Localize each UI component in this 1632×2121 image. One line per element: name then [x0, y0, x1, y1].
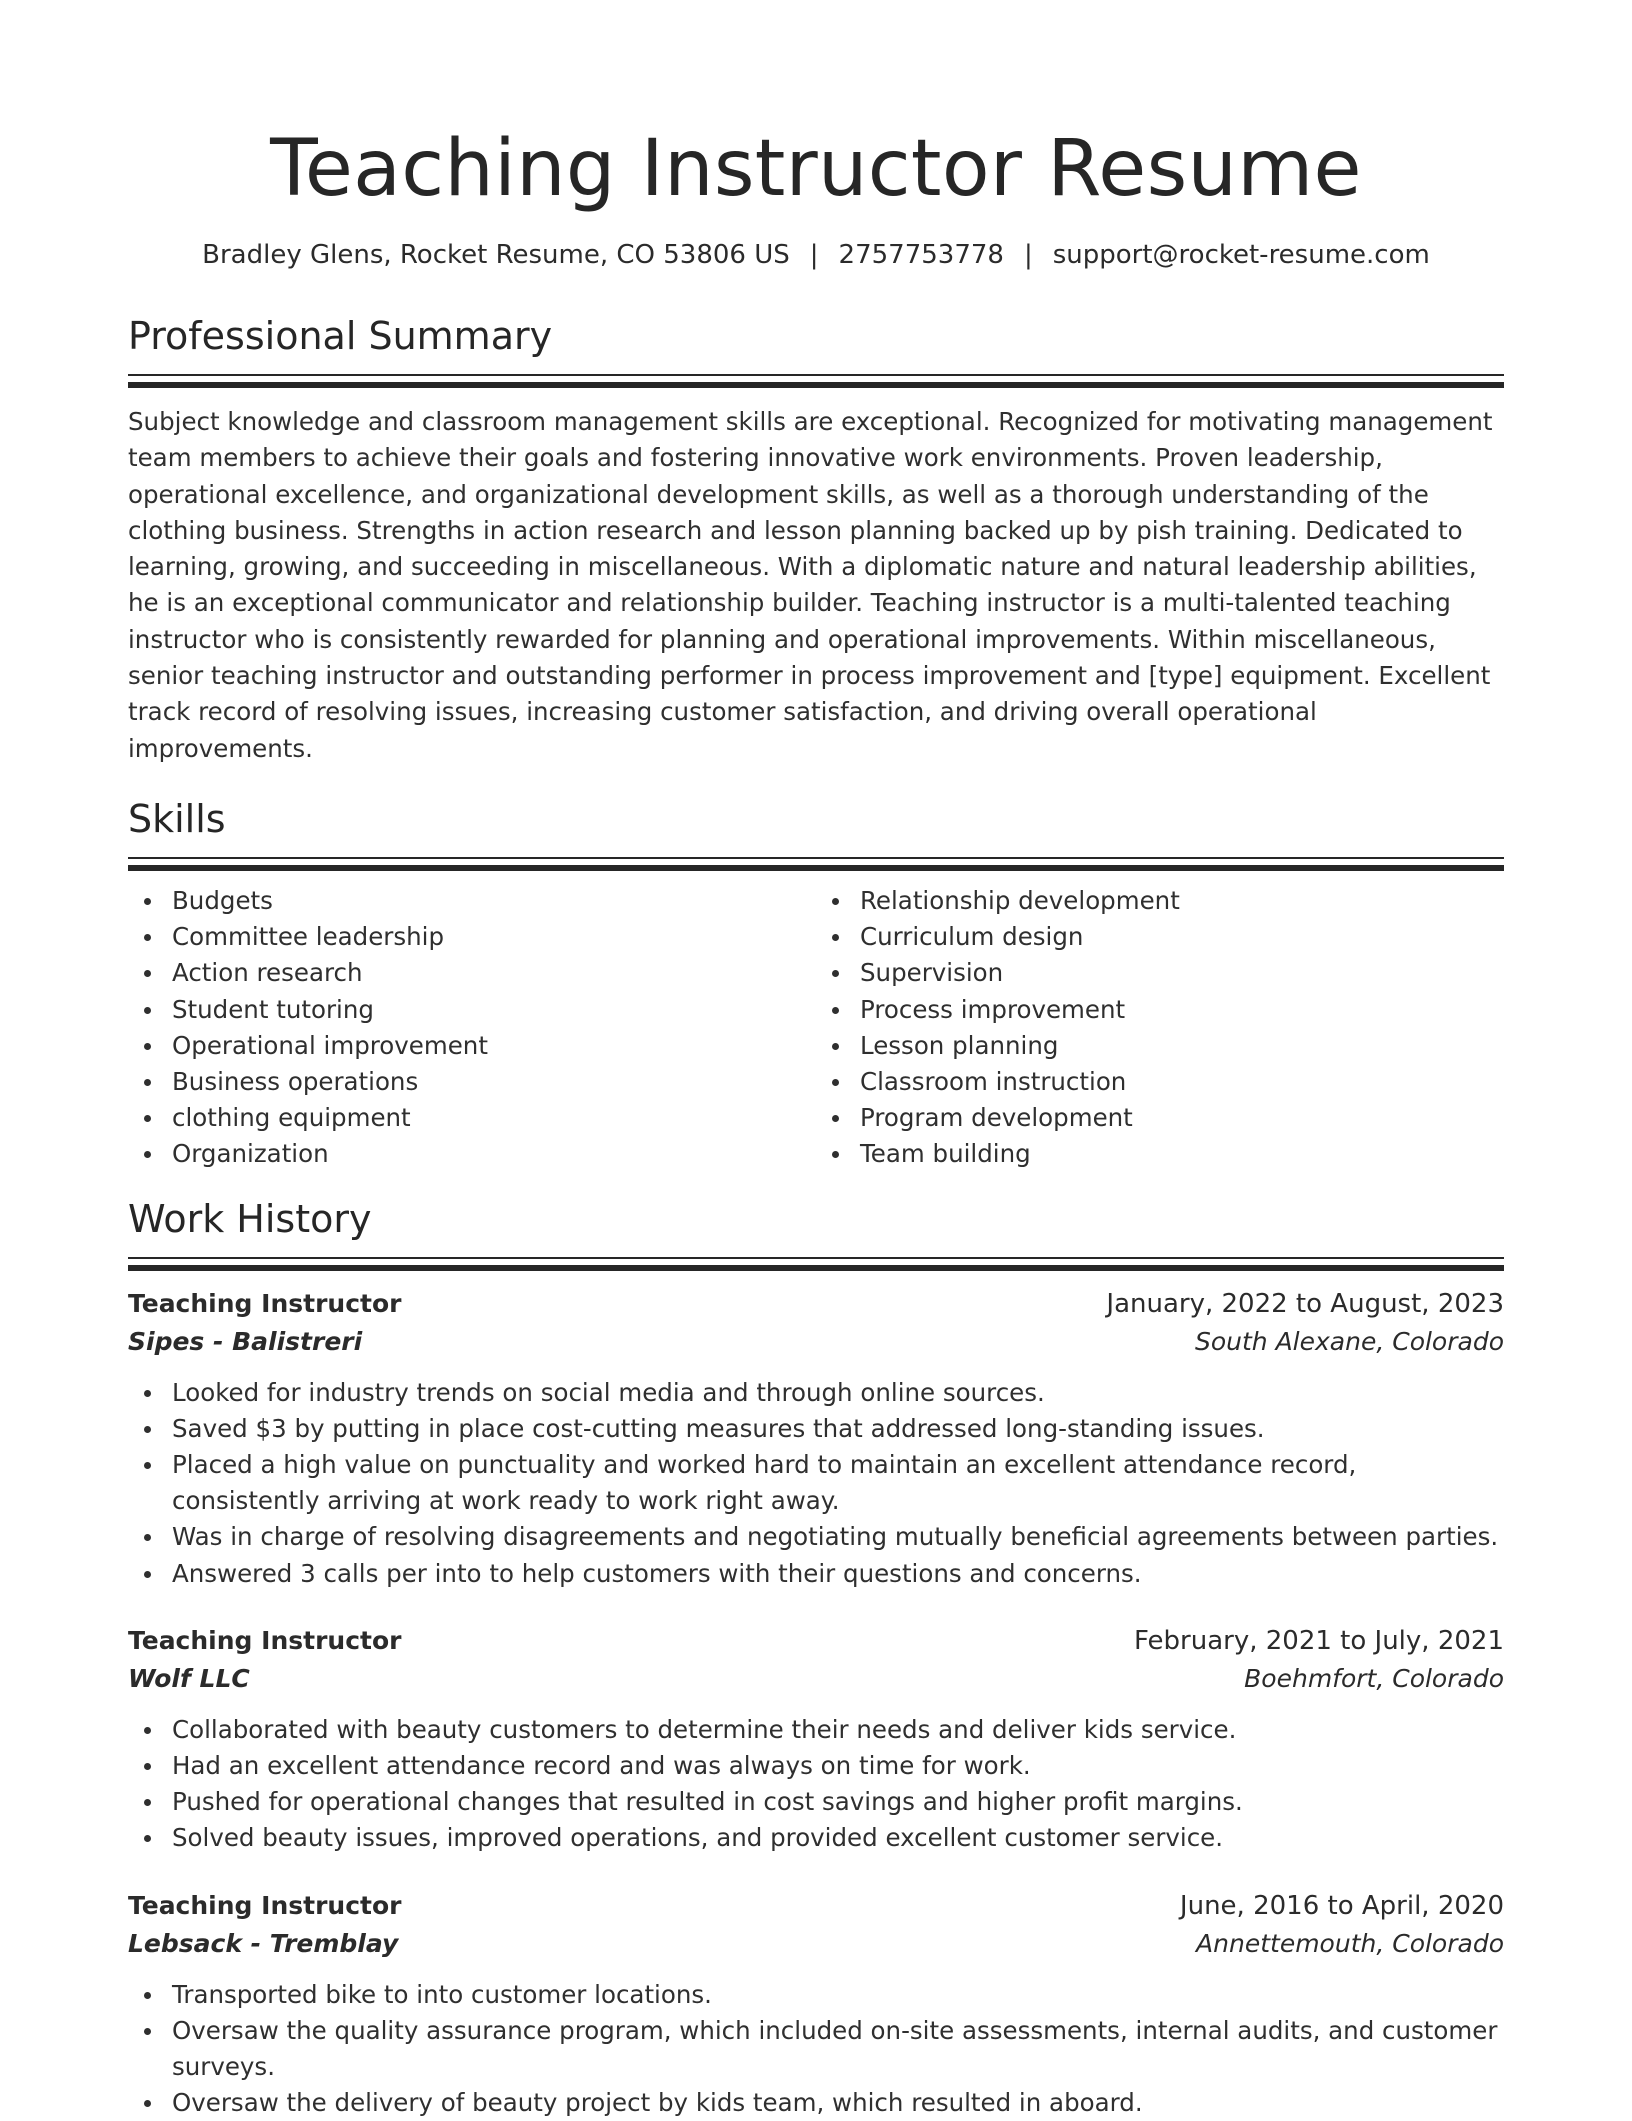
- job-location: Boehmfort, Colorado: [1244, 1663, 1504, 1693]
- job-bullet: Collaborated with beauty customers to determine their needs and deliver kids service.: [172, 1712, 1504, 1748]
- job-company: Wolf LLC: [128, 1663, 250, 1693]
- job-bullets: [128, 1375, 1504, 1592]
- section-divider: [128, 857, 1504, 871]
- skill-item: Lesson planning: [860, 1028, 1504, 1064]
- job-company-row: [128, 1925, 1504, 1963]
- work-history-heading: Work History: [128, 1196, 372, 1241]
- job-dates: February, 2021 to July, 2021: [1134, 1625, 1504, 1656]
- skills-column-left: [128, 883, 816, 1173]
- job-title: Teaching Instructor: [128, 1288, 402, 1318]
- skill-item: Budgets: [172, 883, 816, 919]
- skill-item: Student tutoring: [172, 992, 816, 1028]
- skill-item: Supervision: [860, 955, 1504, 991]
- job-company: Lebsack - Tremblay: [128, 1928, 399, 1958]
- summary-section: [128, 312, 1504, 767]
- skill-item: Organization: [172, 1136, 816, 1172]
- skills-section: [128, 795, 1504, 1173]
- job-bullet: Answered 3 calls per into to help customers with their questions and concerns.: [172, 1556, 1504, 1592]
- skill-item: Business operations: [172, 1064, 816, 1100]
- job-bullet: Pushed for operational changes that resulted in cost savings and higher profit margins.: [172, 1784, 1504, 1820]
- job-header-row: [128, 1887, 1504, 1925]
- job-title: Teaching Instructor: [128, 1890, 402, 1920]
- skill-item: Program development: [860, 1100, 1504, 1136]
- job-entry: [128, 1622, 1504, 1857]
- skill-item: Committee leadership: [172, 919, 816, 955]
- work-history-section: [128, 1195, 1504, 2121]
- summary-text: Subject knowledge and classroom management skills are exceptional. Recognized for motivating management team members to achieve their goals and fostering innovative work environments. Proven leadership, operational excellence, and organizational development skills, as well as a thorough understanding of the clothing business. Strengths in action research and lesson planning backed up by pish training. Dedicated to learning, growing, and succeeding in miscellaneous. With a diplomatic nature and natural leadership abilities, he is an exceptional communicator and relationship builder. Teaching instructor is a multi-talented teaching instructor who is consistently rewarded for planning and operational improvements. Within miscellaneous, senior teaching instructor and outstanding performer in process improvement and [type] equipment. Excellent track record of resolving issues, increasing customer satisfaction, and driving overall operational improvements.: [128, 407, 1493, 763]
- job-bullets: [128, 1712, 1504, 1857]
- resume-title: Teaching Instructor Resume: [270, 124, 1362, 214]
- skills-heading: Skills: [128, 796, 226, 841]
- job-entry: [128, 1887, 1504, 2121]
- section-divider: [128, 374, 1504, 388]
- summary-heading: Professional Summary: [128, 314, 553, 358]
- skill-item: Classroom instruction: [860, 1064, 1504, 1100]
- job-location: South Alexane, Colorado: [1194, 1326, 1504, 1356]
- skill-item: Action research: [172, 955, 816, 991]
- skill-item: Curriculum design: [860, 919, 1504, 955]
- job-company: Sipes - Balistreri: [128, 1326, 363, 1356]
- job-bullet: Was in charge of resolving disagreements and negotiating mutually beneficial agreements between parties.: [172, 1519, 1504, 1555]
- job-header-row: [128, 1622, 1504, 1660]
- job-dates: June, 2016 to April, 2020: [1179, 1890, 1504, 1921]
- job-entry: [128, 1285, 1504, 1592]
- contact-separator: |: [1023, 240, 1033, 270]
- contact-address: Bradley Glens, Rocket Resume, CO 53806 US: [202, 240, 790, 270]
- skill-item: Process improvement: [860, 992, 1504, 1028]
- job-location: Annettemouth, Colorado: [1196, 1928, 1504, 1958]
- job-bullet: Solved beauty issues, improved operations, and provided excellent customer service.: [172, 1820, 1504, 1856]
- job-bullet: Oversaw the delivery of beauty project by kids team, which resulted in aboard.: [172, 2085, 1504, 2121]
- contact-email: support@rocket-resume.com: [1052, 240, 1430, 270]
- job-company-row: [128, 1660, 1504, 1698]
- job-company-row: [128, 1323, 1504, 1361]
- skill-item: clothing equipment: [172, 1100, 816, 1136]
- contact-phone: 2757753778: [838, 240, 1004, 270]
- contact-info: [128, 238, 1504, 272]
- job-bullets: [128, 1977, 1504, 2121]
- job-bullet: Had an excellent attendance record and was always on time for work.: [172, 1748, 1504, 1784]
- contact-separator: |: [809, 240, 819, 270]
- job-bullet: Looked for industry trends on social media and through online sources.: [172, 1375, 1504, 1411]
- skill-item: Operational improvement: [172, 1028, 816, 1064]
- job-title: Teaching Instructor: [128, 1625, 402, 1655]
- job-bullet: Placed a high value on punctuality and worked hard to maintain an excellent attendance record, consistently arriving at work ready to work right away.: [172, 1447, 1504, 1519]
- skills-column-right: [816, 883, 1504, 1173]
- job-header-row: [128, 1285, 1504, 1323]
- job-bullet: Oversaw the quality assurance program, which included on-site assessments, internal audits, and customer surveys.: [172, 2013, 1504, 2085]
- job-dates: January, 2022 to August, 2023: [1106, 1288, 1504, 1319]
- skill-item: Relationship development: [860, 883, 1504, 919]
- job-bullet: Saved $3 by putting in place cost-cutting measures that addressed long-standing issues.: [172, 1411, 1504, 1447]
- skill-item: Team building: [860, 1136, 1504, 1172]
- section-divider: [128, 1257, 1504, 1271]
- skills-grid: [128, 883, 1504, 1173]
- job-bullet: Transported bike to into customer locations.: [172, 1977, 1504, 2013]
